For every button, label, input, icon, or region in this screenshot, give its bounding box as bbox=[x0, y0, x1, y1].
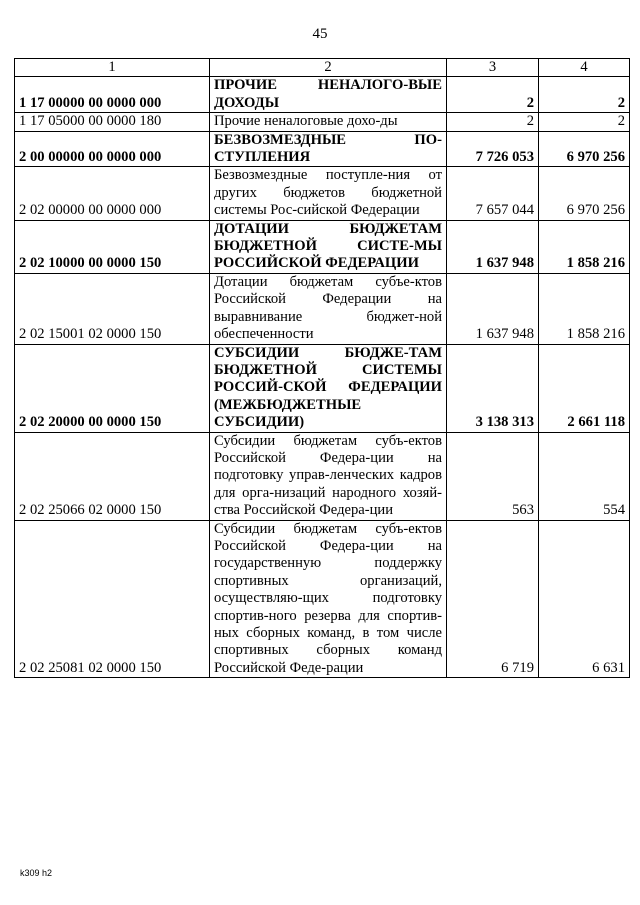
table-row bbox=[15, 131, 630, 167]
row-code: 2 02 25081 02 0000 150 bbox=[15, 520, 210, 678]
table-row bbox=[15, 220, 630, 273]
row-code: 1 17 00000 00 0000 000 bbox=[15, 77, 210, 113]
column-header-2: 2 bbox=[210, 59, 447, 77]
row-code: 2 02 10000 00 0000 150 bbox=[15, 220, 210, 273]
row-col4-value: 1 858 216 bbox=[539, 220, 630, 273]
row-col3-value: 1 637 948 bbox=[447, 220, 539, 273]
row-col3-value: 3 138 313 bbox=[447, 344, 539, 432]
row-name: СУБСИДИИ БЮДЖЕ-ТАМ БЮДЖЕТНОЙ СИСТЕМЫ РОССИЙ-СКОЙ ФЕДЕРАЦИИ (МЕЖБЮДЖЕТНЫЕ СУБСИДИИ) bbox=[210, 344, 447, 432]
row-col3-value: 6 719 bbox=[447, 520, 539, 678]
row-col3-value: 1 637 948 bbox=[447, 273, 539, 344]
row-name: ДОТАЦИИ БЮДЖЕТАМ БЮДЖЕТНОЙ СИСТЕ-МЫ РОССИЙСКОЙ ФЕДЕРАЦИИ bbox=[210, 220, 447, 273]
row-col4-value: 6 970 256 bbox=[539, 167, 630, 220]
row-col4-value: 1 858 216 bbox=[539, 273, 630, 344]
row-col3-value: 7 657 044 bbox=[447, 167, 539, 220]
row-col4-value: 2 661 118 bbox=[539, 344, 630, 432]
table-row bbox=[15, 77, 630, 113]
page-number: 45 bbox=[312, 26, 328, 42]
table-row bbox=[15, 520, 630, 678]
row-name: Прочие неналоговые дохо-ды bbox=[210, 113, 447, 131]
table-row bbox=[15, 344, 630, 432]
row-col4-value: 6 631 bbox=[539, 520, 630, 678]
row-code: 2 02 20000 00 0000 150 bbox=[15, 344, 210, 432]
column-header-1: 1 bbox=[15, 59, 210, 77]
row-col3-value: 563 bbox=[447, 432, 539, 520]
row-code: 1 17 05000 00 0000 180 bbox=[15, 113, 210, 131]
row-code: 2 02 25066 02 0000 150 bbox=[15, 432, 210, 520]
budget-table bbox=[14, 58, 630, 678]
row-name: Безвозмездные поступле-ния от других бюджетов бюджетной системы Рос-сийской Федерации bbox=[210, 167, 447, 220]
table-row bbox=[15, 167, 630, 220]
row-col3-value: 2 bbox=[447, 77, 539, 113]
row-col3-value: 7 726 053 bbox=[447, 131, 539, 167]
row-code: 2 00 00000 00 0000 000 bbox=[15, 131, 210, 167]
row-code: 2 02 00000 00 0000 000 bbox=[15, 167, 210, 220]
document-id: k309 h2 bbox=[20, 868, 53, 878]
column-header-4: 4 bbox=[539, 59, 630, 77]
row-col4-value: 6 970 256 bbox=[539, 131, 630, 167]
row-name: БЕЗВОЗМЕЗДНЫЕ ПО-СТУПЛЕНИЯ bbox=[210, 131, 447, 167]
row-name: Субсидии бюджетам субъ-ектов Российской Федера-ции на подготовку управ-ленческих кадров для орга-низаций народного хозяй-ства Российской Федера-ции bbox=[210, 432, 447, 520]
table-row bbox=[15, 273, 630, 344]
row-col4-value: 2 bbox=[539, 77, 630, 113]
row-col4-value: 2 bbox=[539, 113, 630, 131]
row-name: Субсидии бюджетам субъ-ектов Российской Федера-ции на государственную поддержку спортивных организаций, осуществляю-щих подготовку спортив-ного резерва для спортив-ных сборных команд, в том числе спортивных сборных команд Российской Феде-рации bbox=[210, 520, 447, 678]
column-header-3: 3 bbox=[447, 59, 539, 77]
table-row bbox=[15, 432, 630, 520]
row-name: Дотации бюджетам субъе-ктов Российской Федерации на выравнивание бюджет-ной обеспеченности bbox=[210, 273, 447, 344]
row-name: ПРОЧИЕ НЕНАЛОГО-ВЫЕ ДОХОДЫ bbox=[210, 77, 447, 113]
row-code: 2 02 15001 02 0000 150 bbox=[15, 273, 210, 344]
row-col4-value: 554 bbox=[539, 432, 630, 520]
table-row bbox=[15, 113, 630, 131]
row-col3-value: 2 bbox=[447, 113, 539, 131]
table-header-row bbox=[15, 59, 630, 77]
